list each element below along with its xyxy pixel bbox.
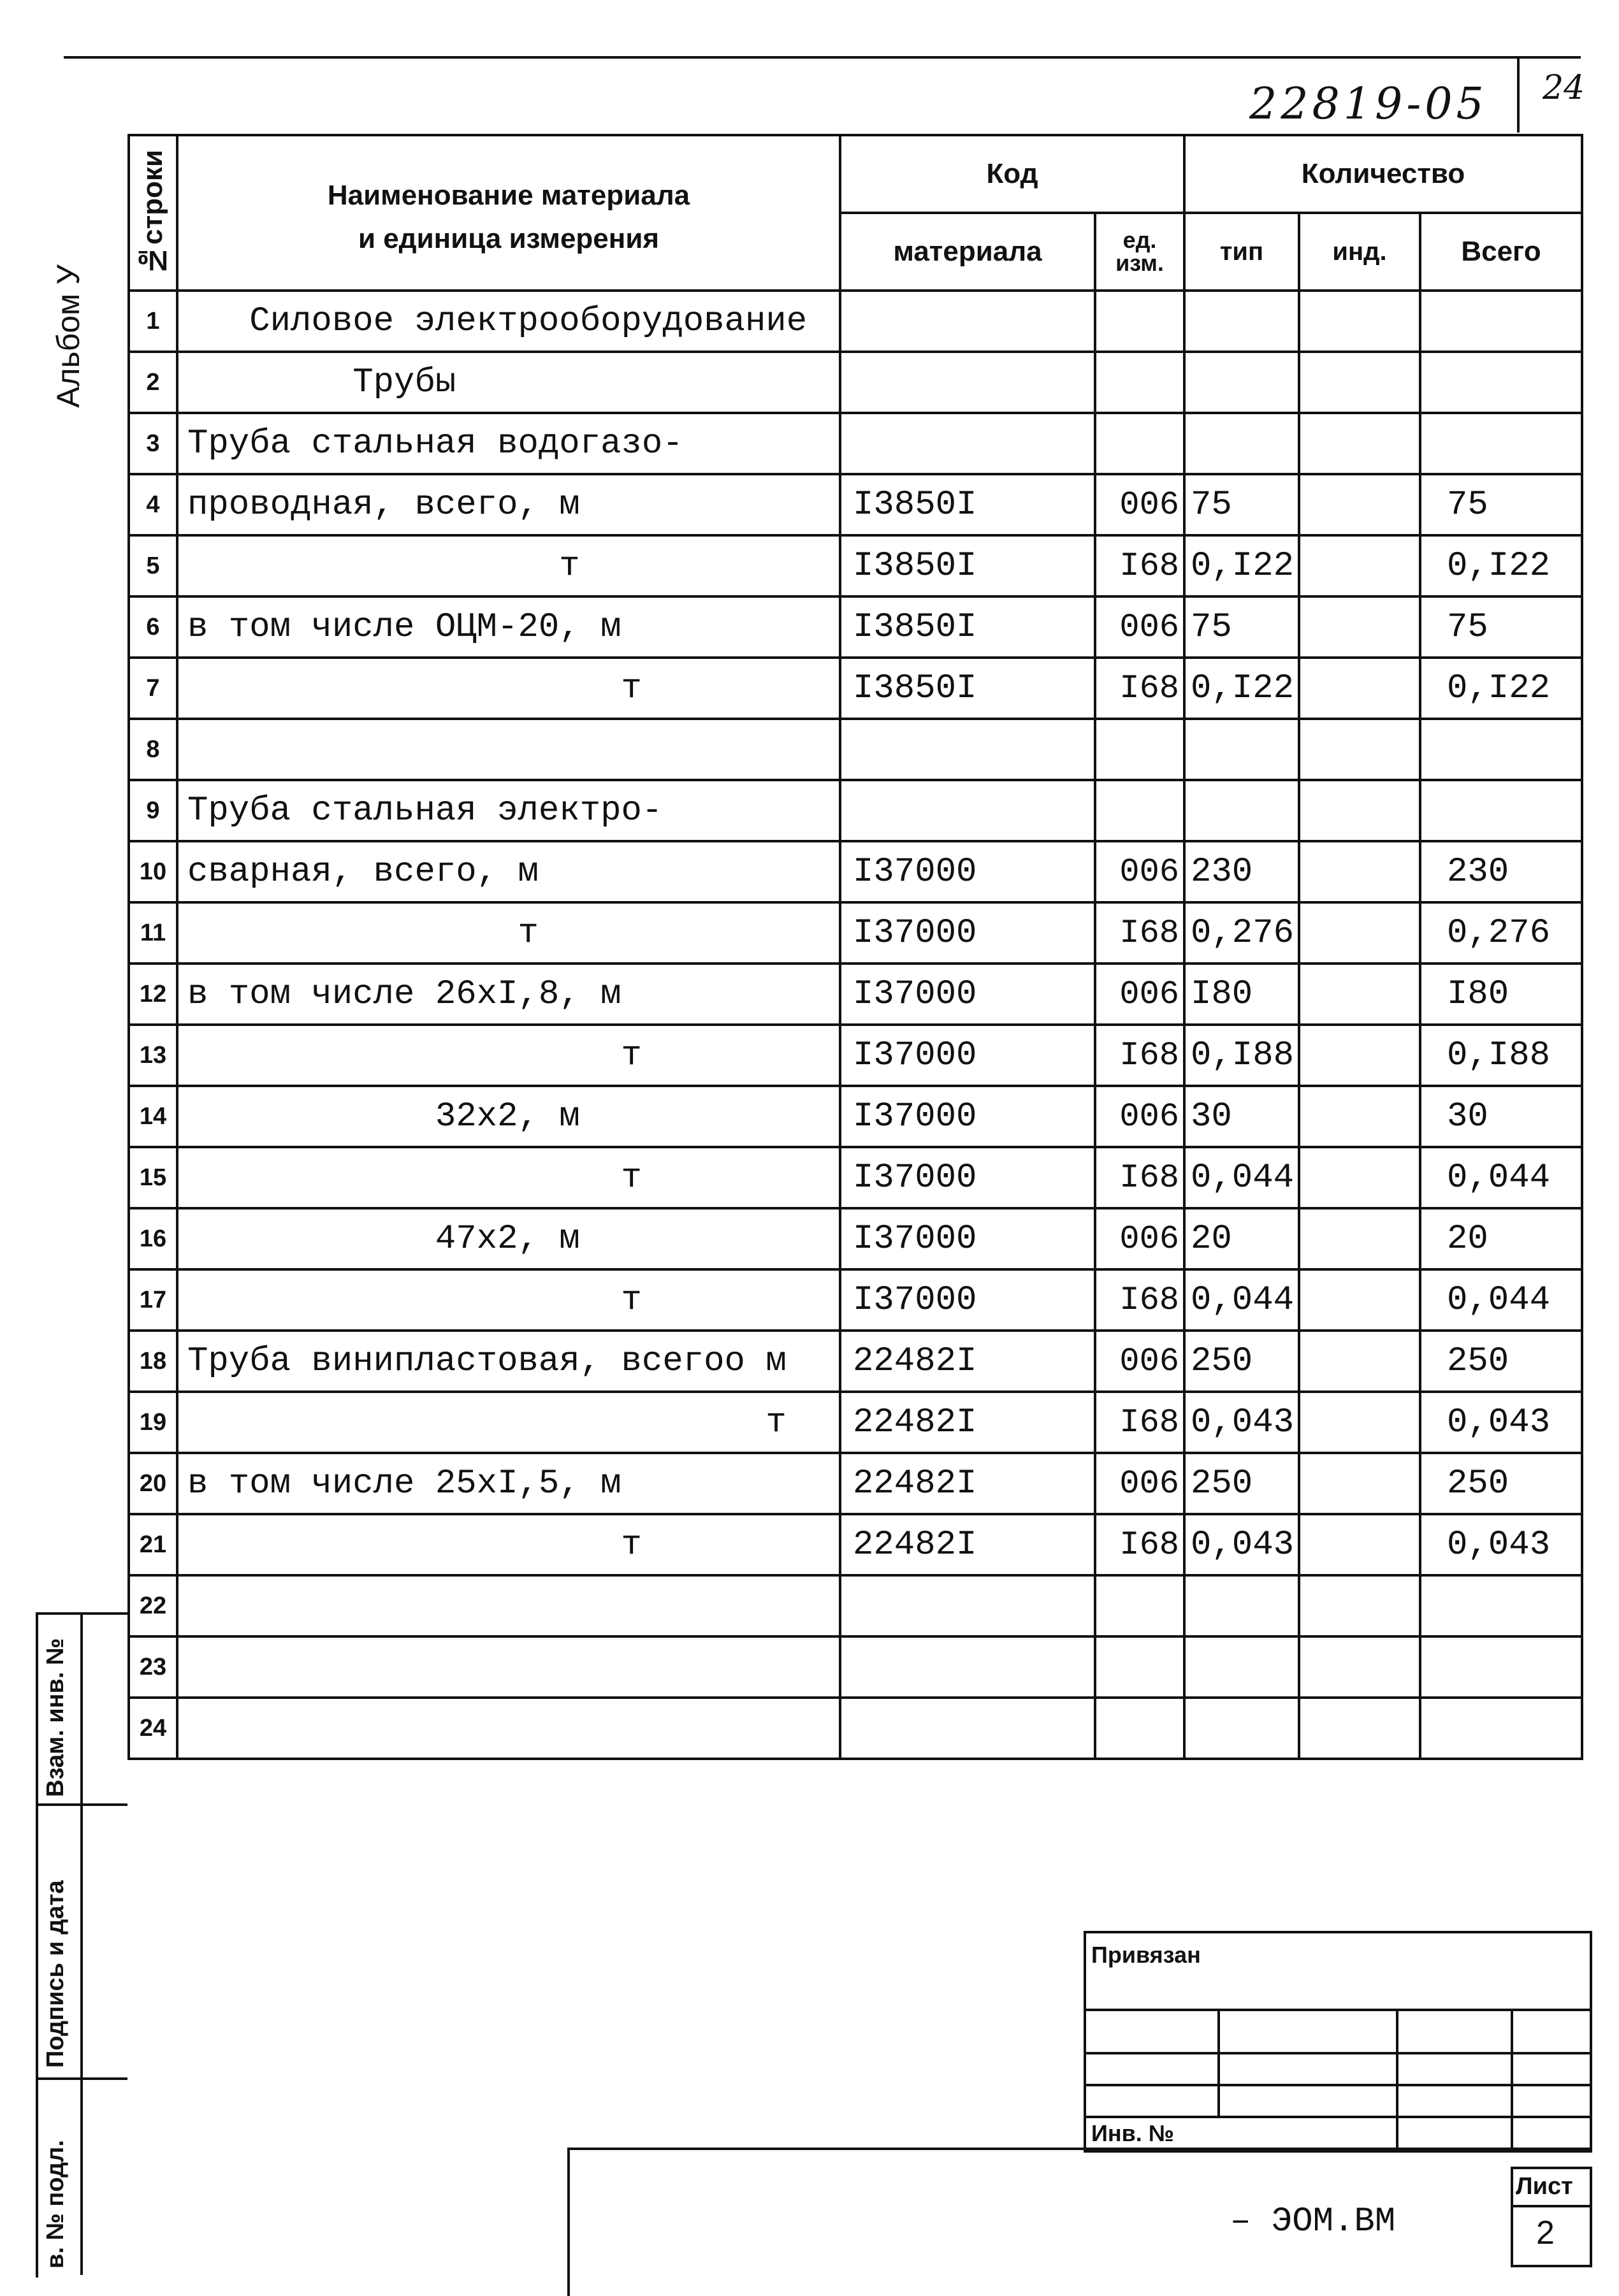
table-row bbox=[129, 535, 1582, 596]
table-row bbox=[129, 291, 1582, 352]
row-number: 14 bbox=[129, 1086, 177, 1147]
row-name: 32х2, м bbox=[177, 1086, 840, 1147]
row-qty-ind bbox=[1299, 902, 1420, 964]
row-name bbox=[177, 1636, 840, 1698]
table-row bbox=[129, 1208, 1582, 1269]
row-name: Труба винипластовая, всегоо м bbox=[177, 1331, 840, 1392]
row-name: проводная, всего, м bbox=[177, 474, 840, 535]
row-qty-type bbox=[1184, 352, 1299, 413]
header-code-unit: ед. изм. bbox=[1095, 213, 1184, 291]
top-rule bbox=[64, 56, 1581, 59]
row-name: т bbox=[177, 1392, 840, 1453]
table-row bbox=[129, 1331, 1582, 1392]
album-label: Альбом У bbox=[50, 264, 86, 408]
row-unit-code: 006 bbox=[1095, 841, 1184, 902]
row-name: т bbox=[177, 902, 840, 964]
row-material-code bbox=[840, 719, 1095, 780]
row-material-code: I3850I bbox=[840, 474, 1095, 535]
row-qty-total: 0,276 bbox=[1420, 902, 1582, 964]
row-qty-ind bbox=[1299, 1636, 1420, 1698]
row-name: т bbox=[177, 1514, 840, 1575]
row-qty-total: I80 bbox=[1420, 964, 1582, 1025]
row-unit-code: 006 bbox=[1095, 1331, 1184, 1392]
title-hline-4 bbox=[1084, 2116, 1590, 2118]
row-unit-code: I68 bbox=[1095, 1025, 1184, 1086]
table-row bbox=[129, 719, 1582, 780]
row-qty-total: 0,043 bbox=[1420, 1392, 1582, 1453]
row-qty-ind bbox=[1299, 719, 1420, 780]
row-material-code: I37000 bbox=[840, 841, 1095, 902]
sheet-box-divider bbox=[1511, 2205, 1590, 2207]
header-row-number: №строки bbox=[129, 135, 177, 291]
row-name: Труба стальная водогазо- bbox=[177, 413, 840, 474]
row-unit-code bbox=[1095, 413, 1184, 474]
row-qty-total: 0,044 bbox=[1420, 1147, 1582, 1208]
row-number: 15 bbox=[129, 1147, 177, 1208]
row-material-code: 22482I bbox=[840, 1453, 1095, 1514]
row-unit-code: I68 bbox=[1095, 1514, 1184, 1575]
table-row bbox=[129, 841, 1582, 902]
row-qty-type: 0,I22 bbox=[1184, 535, 1299, 596]
row-qty-type: 30 bbox=[1184, 1086, 1299, 1147]
row-qty-total: 230 bbox=[1420, 841, 1582, 902]
row-material-code: I37000 bbox=[840, 1208, 1095, 1269]
header-qty-type: тип bbox=[1184, 213, 1299, 291]
row-unit-code: 006 bbox=[1095, 1086, 1184, 1147]
row-qty-type: 0,044 bbox=[1184, 1147, 1299, 1208]
row-name: т bbox=[177, 1147, 840, 1208]
row-qty-ind bbox=[1299, 1086, 1420, 1147]
row-qty-total bbox=[1420, 719, 1582, 780]
row-number: 7 bbox=[129, 658, 177, 719]
row-unit-code bbox=[1095, 352, 1184, 413]
side-stamp-inv-podl: в. № подл. bbox=[42, 2140, 69, 2269]
row-qty-type: 250 bbox=[1184, 1453, 1299, 1514]
header-name-line2: и единица измерения bbox=[358, 223, 660, 254]
row-qty-ind bbox=[1299, 780, 1420, 841]
row-unit-code bbox=[1095, 780, 1184, 841]
row-unit-code: 006 bbox=[1095, 1453, 1184, 1514]
row-number: 10 bbox=[129, 841, 177, 902]
row-name: т bbox=[177, 1025, 840, 1086]
row-unit-code: 006 bbox=[1095, 964, 1184, 1025]
row-unit-code: I68 bbox=[1095, 658, 1184, 719]
row-qty-type: 75 bbox=[1184, 474, 1299, 535]
header-qty-ind: инд. bbox=[1299, 213, 1420, 291]
table-row bbox=[129, 780, 1582, 841]
title-hline-2 bbox=[1084, 2052, 1590, 2054]
row-qty-ind bbox=[1299, 596, 1420, 658]
row-unit-code: 006 bbox=[1095, 474, 1184, 535]
row-qty-type bbox=[1184, 780, 1299, 841]
table-row bbox=[129, 352, 1582, 413]
header-code: Код bbox=[840, 135, 1184, 213]
table-row bbox=[129, 1392, 1582, 1453]
table-row bbox=[129, 964, 1582, 1025]
row-qty-type: 75 bbox=[1184, 596, 1299, 658]
row-number: 9 bbox=[129, 780, 177, 841]
side-stamp-podpis: Подпись и дата bbox=[42, 1880, 69, 2068]
row-qty-total bbox=[1420, 1575, 1582, 1636]
row-qty-type: 230 bbox=[1184, 841, 1299, 902]
row-qty-ind bbox=[1299, 964, 1420, 1025]
row-qty-total bbox=[1420, 291, 1582, 352]
row-qty-type: 0,043 bbox=[1184, 1514, 1299, 1575]
row-qty-type: 250 bbox=[1184, 1331, 1299, 1392]
row-qty-ind bbox=[1299, 1575, 1420, 1636]
row-material-code: 22482I bbox=[840, 1331, 1095, 1392]
row-qty-type: 20 bbox=[1184, 1208, 1299, 1269]
row-qty-type bbox=[1184, 719, 1299, 780]
bottom-frame-left bbox=[567, 2148, 570, 2296]
row-qty-type: I80 bbox=[1184, 964, 1299, 1025]
row-qty-ind bbox=[1299, 1331, 1420, 1392]
row-material-code: I37000 bbox=[840, 1086, 1095, 1147]
row-qty-type: 0,I88 bbox=[1184, 1025, 1299, 1086]
row-qty-ind bbox=[1299, 658, 1420, 719]
title-vline-1 bbox=[1217, 2009, 1220, 2117]
row-material-code bbox=[840, 291, 1095, 352]
row-qty-type bbox=[1184, 413, 1299, 474]
row-qty-ind bbox=[1299, 1514, 1420, 1575]
row-material-code bbox=[840, 1698, 1095, 1759]
row-qty-ind bbox=[1299, 352, 1420, 413]
row-material-code: 22482I bbox=[840, 1514, 1095, 1575]
row-number: 1 bbox=[129, 291, 177, 352]
row-name: сварная, всего, м bbox=[177, 841, 840, 902]
row-material-code: I37000 bbox=[840, 902, 1095, 964]
row-qty-total: 0,043 bbox=[1420, 1514, 1582, 1575]
row-name: Труба стальная электро- bbox=[177, 780, 840, 841]
title-hline-3 bbox=[1084, 2084, 1590, 2086]
row-qty-ind bbox=[1299, 1392, 1420, 1453]
row-qty-total: 250 bbox=[1420, 1331, 1582, 1392]
row-number: 2 bbox=[129, 352, 177, 413]
row-material-code bbox=[840, 780, 1095, 841]
row-name bbox=[177, 1575, 840, 1636]
row-number: 18 bbox=[129, 1331, 177, 1392]
row-unit-code bbox=[1095, 719, 1184, 780]
row-qty-total bbox=[1420, 1636, 1582, 1698]
table-row bbox=[129, 413, 1582, 474]
row-number: 16 bbox=[129, 1208, 177, 1269]
table-row bbox=[129, 1698, 1582, 1759]
row-number: 4 bbox=[129, 474, 177, 535]
row-qty-ind bbox=[1299, 474, 1420, 535]
row-material-code bbox=[840, 413, 1095, 474]
row-material-code bbox=[840, 1636, 1095, 1698]
row-unit-code: I68 bbox=[1095, 535, 1184, 596]
side-stamp-vzam: Взам. инв. № bbox=[42, 1638, 69, 1797]
row-number: 20 bbox=[129, 1453, 177, 1514]
row-material-code: I3850I bbox=[840, 535, 1095, 596]
row-qty-ind bbox=[1299, 1453, 1420, 1514]
table-row bbox=[129, 474, 1582, 535]
row-material-code: I3850I bbox=[840, 658, 1095, 719]
row-material-code: 22482I bbox=[840, 1392, 1095, 1453]
row-qty-ind bbox=[1299, 1698, 1420, 1759]
row-qty-total: 0,044 bbox=[1420, 1269, 1582, 1331]
row-material-code: I37000 bbox=[840, 964, 1095, 1025]
row-name: Силовое электрооборудование bbox=[177, 291, 840, 352]
row-name: Трубы bbox=[177, 352, 840, 413]
row-qty-total: 75 bbox=[1420, 474, 1582, 535]
row-unit-code: I68 bbox=[1095, 1269, 1184, 1331]
row-number: 19 bbox=[129, 1392, 177, 1453]
row-qty-type bbox=[1184, 291, 1299, 352]
row-qty-type: 0,043 bbox=[1184, 1392, 1299, 1453]
row-qty-total: 30 bbox=[1420, 1086, 1582, 1147]
row-name: в том числе 26хI,8, м bbox=[177, 964, 840, 1025]
document-designation: – ЭОМ.ВМ bbox=[1230, 2202, 1396, 2241]
sheet-label: Лист bbox=[1516, 2173, 1573, 2200]
row-qty-total: 0,I22 bbox=[1420, 535, 1582, 596]
row-qty-ind bbox=[1299, 291, 1420, 352]
table-row bbox=[129, 1025, 1582, 1086]
row-number: 13 bbox=[129, 1025, 177, 1086]
row-number: 5 bbox=[129, 535, 177, 596]
row-unit-code: 006 bbox=[1095, 1208, 1184, 1269]
header-name-line1: Наименование материала bbox=[327, 180, 690, 211]
row-unit-code bbox=[1095, 1636, 1184, 1698]
sheet-number: 2 bbox=[1536, 2214, 1555, 2251]
row-qty-type: 0,276 bbox=[1184, 902, 1299, 964]
title-vline-3 bbox=[1511, 2009, 1513, 2148]
row-qty-ind bbox=[1299, 1269, 1420, 1331]
row-material-code: I37000 bbox=[840, 1269, 1095, 1331]
table-row bbox=[129, 596, 1582, 658]
row-name: т bbox=[177, 1269, 840, 1331]
row-unit-code: I68 bbox=[1095, 1147, 1184, 1208]
row-unit-code: I68 bbox=[1095, 1392, 1184, 1453]
row-qty-ind bbox=[1299, 1147, 1420, 1208]
row-name: т bbox=[177, 535, 840, 596]
row-qty-total: 0,I88 bbox=[1420, 1025, 1582, 1086]
row-unit-code bbox=[1095, 1575, 1184, 1636]
row-unit-code bbox=[1095, 291, 1184, 352]
top-corner-divider bbox=[1517, 56, 1520, 133]
row-number: 24 bbox=[129, 1698, 177, 1759]
title-vline-2 bbox=[1396, 2009, 1398, 2148]
row-name bbox=[177, 1698, 840, 1759]
header-name bbox=[177, 135, 840, 291]
title-inv-no: Инв. № bbox=[1091, 2120, 1174, 2146]
row-number: 23 bbox=[129, 1636, 177, 1698]
table-row bbox=[129, 658, 1582, 719]
row-unit-code: 006 bbox=[1095, 596, 1184, 658]
row-qty-total: 0,I22 bbox=[1420, 658, 1582, 719]
row-unit-code: I68 bbox=[1095, 902, 1184, 964]
row-material-code: I3850I bbox=[840, 596, 1095, 658]
title-hline-1 bbox=[1084, 2009, 1590, 2011]
row-qty-ind bbox=[1299, 535, 1420, 596]
row-qty-total bbox=[1420, 413, 1582, 474]
document-number: 22819-05 bbox=[1249, 79, 1488, 129]
bottom-frame-top bbox=[567, 2148, 1590, 2150]
row-material-code: I37000 bbox=[840, 1025, 1095, 1086]
row-number: 11 bbox=[129, 902, 177, 964]
row-name: т bbox=[177, 658, 840, 719]
table-row bbox=[129, 1269, 1582, 1331]
row-number: 17 bbox=[129, 1269, 177, 1331]
table-row bbox=[129, 1514, 1582, 1575]
row-qty-total: 75 bbox=[1420, 596, 1582, 658]
row-number: 8 bbox=[129, 719, 177, 780]
row-number: 3 bbox=[129, 413, 177, 474]
side-stamp-label-column bbox=[80, 1612, 83, 2275]
row-number: 21 bbox=[129, 1514, 177, 1575]
row-name: в том числе 25хI,5, м bbox=[177, 1453, 840, 1514]
row-material-code: I37000 bbox=[840, 1147, 1095, 1208]
header-qty-total: Всего bbox=[1420, 213, 1582, 291]
row-qty-total: 250 bbox=[1420, 1453, 1582, 1514]
row-qty-type: 0,I22 bbox=[1184, 658, 1299, 719]
row-qty-total: 20 bbox=[1420, 1208, 1582, 1269]
row-qty-total bbox=[1420, 352, 1582, 413]
materials-table bbox=[127, 134, 1583, 1760]
page-number: 24 bbox=[1543, 69, 1585, 107]
row-material-code bbox=[840, 352, 1095, 413]
table-row bbox=[129, 1636, 1582, 1698]
row-number: 6 bbox=[129, 596, 177, 658]
row-qty-type bbox=[1184, 1698, 1299, 1759]
header-code-material: материала bbox=[840, 213, 1095, 291]
table-row bbox=[129, 1086, 1582, 1147]
header-quantity: Количество bbox=[1184, 135, 1582, 213]
row-qty-type bbox=[1184, 1636, 1299, 1698]
title-privyazan: Привязан bbox=[1091, 1942, 1201, 1968]
row-name: в том числе ОЦМ-20, м bbox=[177, 596, 840, 658]
row-name: 47х2, м bbox=[177, 1208, 840, 1269]
row-material-code bbox=[840, 1575, 1095, 1636]
row-number: 22 bbox=[129, 1575, 177, 1636]
table-row bbox=[129, 1147, 1582, 1208]
row-qty-type bbox=[1184, 1575, 1299, 1636]
row-qty-total bbox=[1420, 1698, 1582, 1759]
row-qty-ind bbox=[1299, 841, 1420, 902]
row-unit-code bbox=[1095, 1698, 1184, 1759]
table-row bbox=[129, 1575, 1582, 1636]
row-qty-ind bbox=[1299, 413, 1420, 474]
row-qty-ind bbox=[1299, 1208, 1420, 1269]
table-row bbox=[129, 902, 1582, 964]
row-qty-type: 0,044 bbox=[1184, 1269, 1299, 1331]
table-row bbox=[129, 1453, 1582, 1514]
row-number: 12 bbox=[129, 964, 177, 1025]
row-qty-total bbox=[1420, 780, 1582, 841]
row-name bbox=[177, 719, 840, 780]
row-qty-ind bbox=[1299, 1025, 1420, 1086]
